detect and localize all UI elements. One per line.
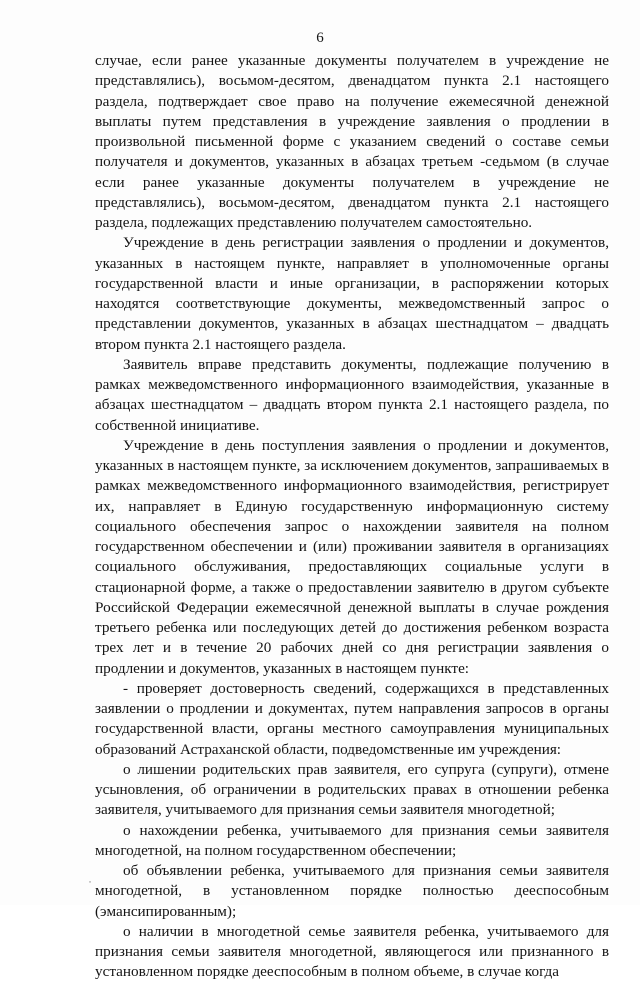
paragraph: Заявитель вправе представить документы, подлежащие получению в рамках межведомственного информационного взаимодействия, указанные в абзацах шестнадцатом – двадцать втором пункта 2.1 настоящего раздела, по собственной инициативе. — [95, 355, 609, 434]
paragraph: случае, если ранее указанные документы получателем в учреждение не представлялись), восьмом-десятом, двенадцатом пункта 2.1 настоящего раздела, подтверждает свое право на получение ежемесячной денежной выплаты путем представления в учреждение заявления о продлении в произвольной письменной форме с указанием сведений о составе семьи получателя и документов, указанных в абзацах третьем -седьмом (в случае если ранее указанные документы получателем в учреждение не представлялись), восьмом-десятом, двенадцатом пункта 2.1 настоящего раздела, подлежащих представлению получателем самостоятельно. — [95, 52, 609, 231]
page-number: 6 — [316, 30, 324, 46]
document-body — [95, 51, 609, 983]
paragraph: Учреждение в день регистрации заявления о продлении и документов, указанных в настоящем пункте, направляет в уполномоченные органы государственной власти и иные организации, в распоряжении которых находятся соответствующие документы, межведомственный запрос о представлении документов, указанных в абзацах шестнадцатом – двадцать втором пункта 2.1 настоящего раздела. — [95, 234, 609, 353]
paragraph: об объявлении ребенка, учитываемого для признания семьи заявителя многодетной, в установленном порядке полностью дееспособным (эмансипированным); — [95, 862, 609, 920]
paragraph: о лишении родительских прав заявителя, его супруга (супруги), отмене усыновления, об ограничении в родительских правах в отношении ребенка заявителя, учитываемого для признания семьи заявителя многодетной; — [95, 760, 609, 819]
paragraph: - проверяет достоверность сведений, содержащихся в представленных заявлении о продлении и документах, путем направления запросов в органы государственной власти, органы местного самоуправления муниципальных образований Астраханской области, подведомственные им учреждения: — [95, 679, 609, 758]
paragraph: о наличии в многодетной семье заявителя ребенка, учитываемого для признания семьи заявителя многодетной, являющегося или признанного в установленном порядке дееспособным в полном объеме, в случае когда — [95, 922, 609, 981]
scan-artifact-mark: ˙ — [88, 878, 92, 892]
paragraph: о нахождении ребенка, учитываемого для признания семьи заявителя многодетной, на полном государственном обеспечении; — [95, 821, 609, 859]
paragraph: Учреждение в день поступления заявления о продлении и документов, указанных в настоящем пункте, за исключением документов, запрашиваемых в рамках межведомственного информационного взаимодействия, регистрирует их, направляет в Единую государственную информационную систему социального обеспечения запрос о нахождении заявителя на полном государственном обеспечении и (или) проживании заявителя в организациях социального обслуживания, предоставляющих социальные услуги в стационарной форме, а также о предоставлении заявителю в другом субъекте Российской Федерации ежемесячной денежной выплаты в случае рождения третьего ребенка или последующих детей до достижения ребенком возраста трех лет и в течение 20 рабочих дней со дня регистрации заявления о продлении и документов, указанных в настоящем пункте: — [95, 436, 609, 677]
